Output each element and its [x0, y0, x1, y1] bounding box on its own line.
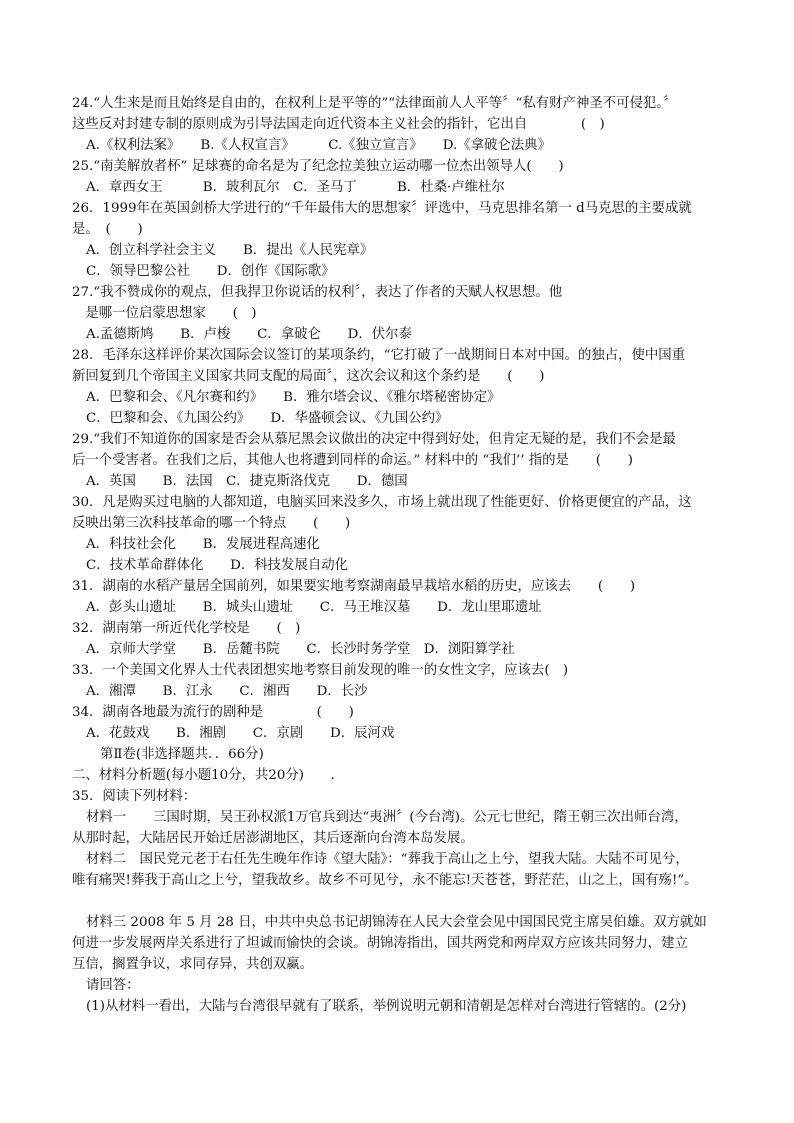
question-list: [72, 93, 732, 744]
question-item: [72, 156, 732, 198]
answer-options: [72, 261, 732, 282]
question-stem: 反映出第三次科技革命的哪一个特点 ( ): [72, 516, 351, 531]
answer-options: [72, 639, 732, 660]
material-three-line: 何进一步发展两岸关系进行了坦诚而愉快的会谈。胡锦涛指出，国共两党和两岸双方应该共同努力，建立: [72, 936, 688, 951]
spacer: [72, 891, 732, 912]
answer-option: A.《权利法案》 B.《人权宣言》 C.《独立宣言》 D.《拿破仑法典》: [86, 138, 551, 153]
material-two-line: 材料二 国民党元老于右任先生晚年作诗《望大陆》：“葬我于高山之上兮，望我大陆。大陆不可见兮，: [86, 852, 689, 867]
question-item: [72, 429, 732, 492]
question-item: [72, 345, 732, 429]
answer-options: [72, 555, 732, 576]
answer-options: [72, 681, 732, 702]
material-one-line: 材料一 三国时期，吴王孙权派1万官兵到达“夷洲〞(今台湾)。公元七世纪，隋王朝三次出师台湾，: [86, 810, 688, 825]
answer-options: [72, 387, 732, 408]
material-three-line: 材料三 2008 年 5 月 28 日，中共中央总书记胡锦涛在人民大会堂会见中国国民党主席吴伯雄。双方就如: [86, 915, 707, 930]
answer-option: C．领导巴黎公社 D．创作《国际歌》: [86, 264, 335, 279]
question-item: [72, 702, 732, 744]
answer-option: A．彭头山遗址 B．城头山遗址 C．马王堆汉墓 D．龙山里耶遗址: [86, 600, 542, 615]
question-stem: 31．湖南的水稻产量居全国前列，如果要实地考察湖南最早栽培水稻的历史，应该去 ( ): [72, 579, 636, 594]
question-stem: 是哪一位启蒙思想家 ( ): [72, 306, 257, 321]
question-item: [72, 198, 732, 282]
answer-option: C．巴黎和会、《九国公约》 D．华盛顿会议、《九国公约》: [86, 411, 449, 426]
section-two: [72, 744, 732, 1017]
question-stem: 这些反对封建专制的原则成为引导法国走向近代资本主义社会的指针，它出自 ( ): [72, 117, 605, 132]
question-stem: 34．湖南各地最为流行的剧种是 ( ): [72, 705, 354, 720]
question-stem: 25.“南美解放者杯” 足球赛的命名是为了纪念拉美独立运动哪一位杰出领导人( ): [72, 159, 564, 174]
answer-options: [72, 177, 732, 198]
answer-option: A．巴黎和会、《凡尔赛和约》 B．雅尔塔会议、《雅尔塔秘密协定》: [86, 390, 501, 405]
answer-prompt: 请回答：: [86, 978, 140, 993]
question-stem: 32．湖南第一所近代化学校是 ( ): [72, 621, 301, 636]
question-item: [72, 660, 732, 702]
answer-options: [72, 723, 732, 744]
answer-option: A．湘潭 B．江永 C．湘西 D．长沙: [86, 684, 368, 699]
question-stem: 27.“我不赞成你的观点，但我捍卫你说话的权利〞，表达了作者的天赋人权思想。他: [72, 285, 563, 300]
question-stem: 26．1999年在英国剑桥大学进行的“千年最伟大的思想家〞评选中，马克思排名第一 d马克思的主要成就: [72, 201, 692, 216]
question-item: [72, 576, 732, 618]
answer-options: [72, 240, 732, 261]
answer-option: A．科技社会化 B．发展进程高速化: [86, 537, 320, 552]
exam-page: [72, 93, 732, 1017]
question-stem: 24.“人生来是而且始终是自由的，在权利上是平等的”“法律面前人人平等〞“私有财产神圣不可侵犯。〞: [72, 96, 677, 111]
sub-question-1: (1)从材料一看出，大陆与台湾很早就有了联系，举例说明元朝和清朝是怎样对台湾进行管辖的。(2分): [86, 999, 687, 1014]
answer-options: [72, 597, 732, 618]
question-stem: 30．凡是购买过电脑的人都知道，电脑买回来没多久，市场上就出现了性能更好、价格更便宜的产品，这: [72, 495, 692, 510]
question-item: [72, 492, 732, 576]
part-title: 二、材料分析题(每小题10分，共20分) ．: [72, 768, 345, 783]
answer-option: C．技术革命群体化 D．科技发展自动化: [86, 558, 349, 573]
volume-title: 第Ⅱ卷(非选择题共．．66分): [100, 747, 264, 762]
material-two-line: 唯有痛哭!葬我于高山之上兮，望我故乡。故乡不可见兮，永不能忘!天苍苍，野茫茫，山之上，国有殇!”。: [72, 873, 698, 888]
question-stem: 是。 ( ): [72, 222, 143, 237]
answer-option: A．英国 B．法国 C．捷克斯洛伐克 D．德国: [86, 474, 408, 489]
question-stem: 33．一个美国文化界人士代表团想实地考察目前发现的唯一的女性文字，应该去( ): [72, 663, 569, 678]
question-stem: 29.“我们不知道你的国家是否会从慕尼黑会议做出的决定中得到好处，但肯定无疑的是，我们不会是最: [72, 432, 676, 447]
question-item: [72, 618, 732, 660]
answer-option: A．京师大学堂 B．岳麓书院 C．长沙时务学堂 D．浏阳算学社: [86, 642, 515, 657]
answer-option: A.孟德斯鸠 B．卢梭 C．拿破仑 D．伏尔泰: [86, 327, 412, 342]
question-stem: 后一个受害者。在我们之后，其他人也将遭到同样的命运。” 材料中的 “我们’’ 指的是 ( ): [72, 453, 633, 468]
question-stem: 新回复到几个帝国主义国家共同支配的局面〞，这次会议和这个条约是 ( ): [72, 369, 545, 384]
question-stem: 28．毛泽东这样评价某次国际会议签订的某项条约，“它打破了一战期间日本对中国。的独占，使中国重: [72, 348, 686, 363]
answer-options: [72, 408, 732, 429]
answer-options: [72, 534, 732, 555]
answer-option: A．花鼓戏 B．湘剧 C．京剧 D．辰河戏: [86, 726, 395, 741]
material-one-line: 从那时起，大陆居民开始迁居澎湖地区，其后逐渐向台湾本岛发展。: [72, 831, 474, 846]
answer-option: A．创立科学社会主义 B．提出《人民宪章》: [86, 243, 374, 258]
answer-options: [72, 135, 732, 156]
answer-option: A．章西女王 B．玻利瓦尔 C．圣马丁 B．杜桑·卢维杜尔: [86, 180, 505, 195]
material-three-line: 互信，搁置争议，求同存异，共创双赢。: [72, 957, 314, 972]
question-35-stem: 35．阅读下列材料：: [72, 789, 197, 804]
answer-options: [72, 324, 732, 345]
question-item: [72, 93, 732, 156]
answer-options: [72, 471, 732, 492]
question-item: [72, 282, 732, 345]
